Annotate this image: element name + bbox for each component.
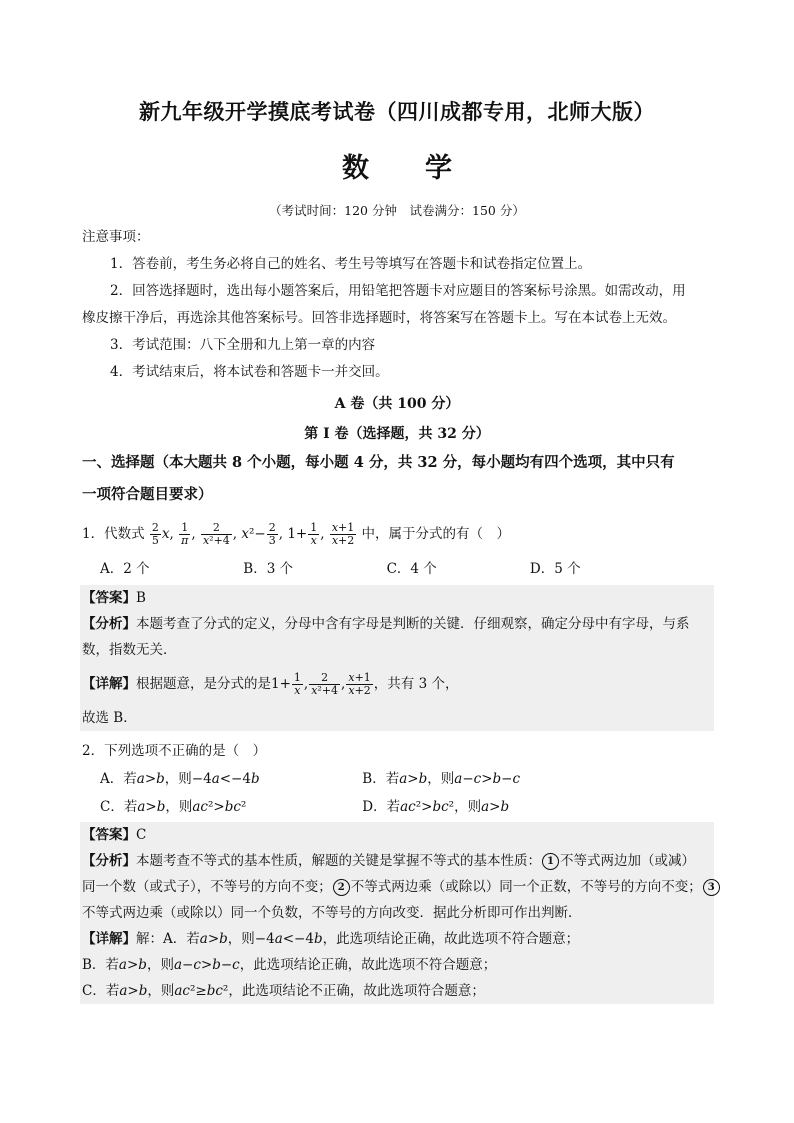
q2-option-b: B．若a>b，则a−c>b−c bbox=[362, 771, 521, 787]
q1-detail: 【详解】根据题意，是分式的是1+ $\frac{1}{x}$ , $\frac{2}{\text{x²+4}}$ , $\frac{x+1}{x+2}$ ，共有 3 个， bbox=[82, 671, 459, 697]
question-1-stem bbox=[82, 518, 722, 550]
q2-options-row-2 bbox=[100, 794, 720, 820]
q1-option-a: A．2 个 bbox=[100, 561, 150, 577]
q2-analysis-cont-1: 同一个数（或式子），不等号的方向不变； 2 不等式两边乘（或除以）同一个正数，不等号的方向不变； 3 bbox=[80, 874, 714, 900]
q2-analysis-cont-2: 不等式两边乘（或除以）同一个负数，不等号的方向改变．据此分析即可作出判断． bbox=[82, 905, 582, 921]
question-2-stem: 2．下列选项不正确的是（ ） bbox=[82, 743, 267, 759]
q1-analysis-cont: 数，指数无关． bbox=[82, 642, 177, 658]
notes-section bbox=[82, 224, 714, 386]
note-2b: 橡皮擦干净后，再选涂其他答案标号。回答非选择题时，将答案写在答题卡上。写在本试卷上无效。 bbox=[82, 310, 676, 326]
q1-option-b: B．3 个 bbox=[243, 561, 294, 577]
q1-expressions: $\frac{2}{5}$ x, $\frac{1}{\pi}$ , $\frac{2}{\text{x²+4}}$ , x²− $\frac{2}{3}$ , 1+ $\frac{1}{x}$ , $\frac{x+1}{x+2}$ bbox=[151, 521, 355, 547]
q1-options bbox=[100, 556, 720, 582]
q2-detail-c: C．若a>b，则ac²≥bc²，此选项结论不正确，故此选项符合题意； bbox=[82, 983, 485, 999]
note-4: 4．考试结束后，将本试卷和答题卡一并交回。 bbox=[110, 364, 389, 380]
q2-option-c: C．若a>b，则ac²>bc² bbox=[100, 799, 247, 815]
q2-solution bbox=[80, 822, 714, 1004]
note-2a: 2．回答选择题时，选出每小题答案后，用铅笔把答题卡对应题目的答案标号涂黑。如需改动，用 bbox=[110, 283, 686, 299]
q1-suffix: 中，属于分式的有（ ） bbox=[361, 526, 511, 542]
circled-number-2: 2 bbox=[333, 879, 350, 896]
note-1: 1．答卷前，考生务必将自己的姓名、考生号等填写在答题卡和试卷指定位置上。 bbox=[110, 256, 592, 272]
subject-heading: 数学 bbox=[342, 153, 508, 184]
q1-conclusion: 故选 B． bbox=[82, 710, 137, 726]
section-heading bbox=[82, 447, 722, 511]
q1-analysis: 【分析】本题考查了分式的定义，分母中含有字母是判断的关键．仔细观察，确定分母中有字母，与系 bbox=[82, 616, 690, 632]
q2-detail-b: B．若a>b，则a−c>b−c，此选项结论正确，故此选项不符合题意； bbox=[82, 957, 497, 973]
circled-number-3: 3 bbox=[703, 879, 720, 896]
q2-option-a: A．若a>b，则−4a<−4b bbox=[100, 771, 260, 787]
section-line-1: 一、选择题（本大题共 8 个小题，每小题 4 分，共 32 分，每小题均有四个选项，其中只有 bbox=[82, 454, 675, 471]
document-title: 新九年级开学摸底考试卷（四川成都专用，北师大版） bbox=[139, 99, 655, 124]
q2-analysis: 【分析】本题考查不等式的基本性质，解题的关键是掌握不等式的基本性质： 1 不等式两边加（或减） bbox=[82, 853, 695, 869]
notes-heading: 注意事项： bbox=[82, 229, 150, 245]
part-1-heading: 第 I 卷（选择题，共 32 分） bbox=[304, 426, 490, 442]
volume-a-heading: A 卷（共 100 分） bbox=[334, 396, 460, 412]
q1-prefix: 1．代数式 bbox=[82, 526, 145, 542]
exam-info: （考试时间：120 分钟 试卷满分：150 分） bbox=[269, 203, 525, 218]
note-3: 3．考试范围：八下全册和九上第一章的内容 bbox=[110, 337, 376, 353]
q1-answer: 【答案】B bbox=[82, 590, 146, 606]
section-line-2: 一项符合题目要求） bbox=[82, 486, 213, 503]
q2-answer: 【答案】C bbox=[82, 827, 147, 843]
q2-option-d: D．若ac²>bc²，则a>b bbox=[362, 799, 510, 815]
q1-option-c: C．4 个 bbox=[386, 561, 437, 577]
q1-option-d: D．5 个 bbox=[529, 561, 581, 577]
q2-options-row-1 bbox=[100, 766, 720, 792]
circled-number-1: 1 bbox=[542, 853, 559, 870]
q1-solution bbox=[80, 585, 714, 731]
q2-detail-a: 【详解】解：A．若a>b，则−4a<−4b，此选项结论正确，故此选项不符合题意； bbox=[82, 931, 580, 947]
